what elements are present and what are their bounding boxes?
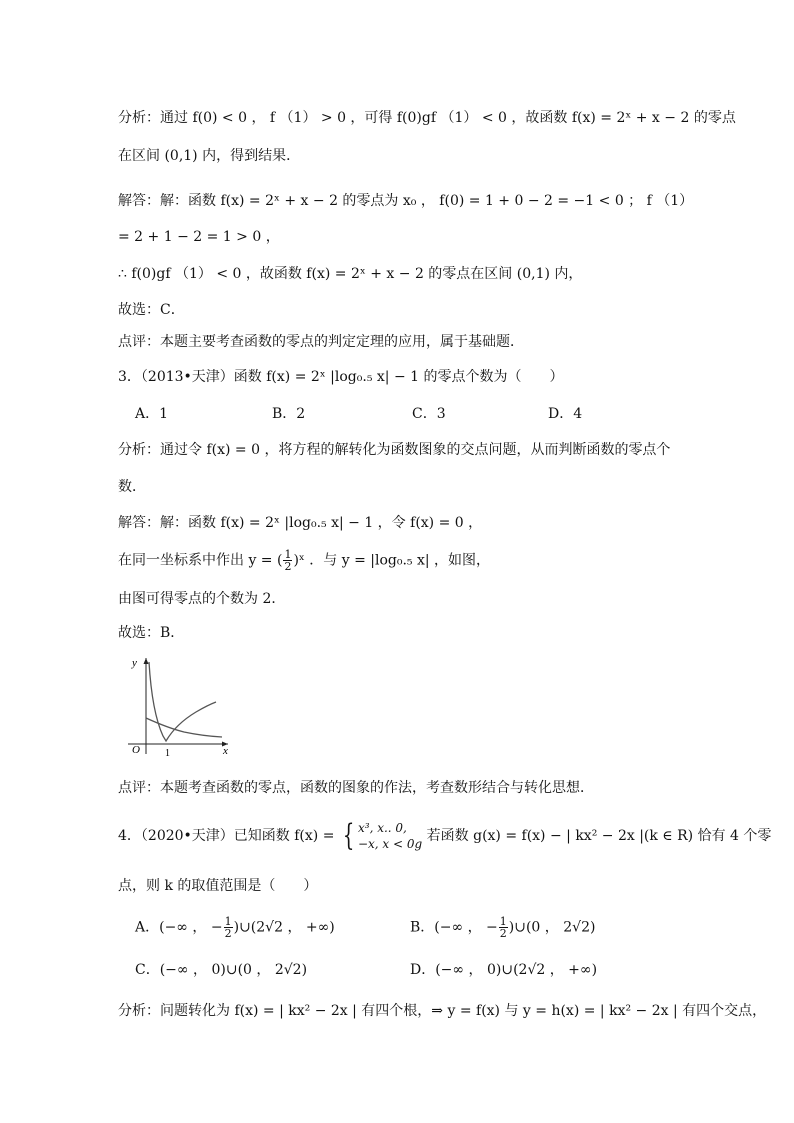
q3-comment-line: 点评：本题考查函数的零点，函数的图象的作法，考查数形结合与转化思想．: [118, 780, 594, 796]
y-axis-label: y: [132, 657, 137, 669]
q4-option-a: [135, 916, 335, 939]
q4-option-c: C．(−∞ ， 0)∪(0 ， 2√2): [135, 962, 308, 978]
choice-line: 故选：C．: [118, 302, 185, 318]
solution-line-3: ∴ f(0)gf （1） < 0 ，故函数 f(x) = 2ˣ + x − 2 的零点在区间 (0,1) 内，: [118, 266, 583, 282]
analysis-line-2: 在区间 (0,1) 内，得到结果．: [118, 148, 301, 164]
case-2: −x, x < 0g: [357, 837, 423, 851]
fraction-denominator: 2: [499, 927, 507, 940]
q4-stem-pre: 4．（2020•天津）已知函数 f(x) =: [118, 828, 335, 844]
q3-option-a: A．1: [135, 406, 169, 422]
analysis-line-1: 分析：通过 f(0) < 0 ， f （1） > 0 ，可得 f(0)gf （1） < 0 ，故函数 f(x) = 2ˣ + x − 2 的零点: [118, 110, 736, 126]
q4-option-b: [410, 916, 595, 939]
q3-solution-line-2-post: )ˣ ．与 y = |log₀.₅ x| ，如图，: [293, 552, 491, 569]
q4-option-d: D．(−∞ ， 0)∪(2√2 ， +∞): [410, 962, 598, 978]
y-axis-arrow-icon: [144, 658, 149, 664]
fraction-denominator: 2: [284, 560, 292, 573]
q3-solution-line-2: [118, 549, 490, 572]
function-graph: [118, 652, 238, 758]
q4-option-b-post: )∪(0 ， 2√2): [508, 919, 596, 936]
question-4-stem: [118, 818, 771, 854]
q3-solution-line-1: 解答：解：函数 f(x) = 2ˣ |log₀.₅ x| − 1 ，令 f(x) = 0 ，: [118, 515, 483, 531]
q3-option-b: B．2: [272, 406, 306, 422]
q4-option-a-post: )∪(2√2 ， +∞): [233, 919, 335, 936]
q3-analysis-line-1: 分析：通过令 f(x) = 0 ，将方程的解转化为函数图象的交点问题，从而判断函数的零点个: [118, 442, 671, 458]
q3-option-d: D．4: [548, 406, 583, 422]
piecewise-cases: [358, 820, 422, 852]
question-3-stem: 3．（2013•天津）函数 f(x) = 2ˣ |log₀.₅ x| − 1 的零点个数为（ ）: [118, 369, 564, 385]
q4-option-b-fraction: [499, 916, 508, 939]
tick-label-one: 1: [165, 748, 170, 758]
half-fraction: [283, 549, 292, 572]
log-abs-curve: [149, 662, 216, 741]
q4-option-a-fraction: [224, 916, 233, 939]
solution-line-2: = 2 + 1 − 2 = 1 > 0 ，: [118, 229, 280, 245]
comment-line: 点评：本题主要考查函数的零点的判定定理的应用，属于基础题．: [118, 334, 524, 350]
fraction-numerator: 1: [284, 548, 292, 561]
q4-option-a-pre: A．(−∞ ， −: [135, 919, 223, 936]
origin-label: O: [132, 744, 140, 756]
fraction-denominator: 2: [224, 927, 232, 940]
x-axis-label: x: [223, 745, 228, 757]
fraction-numerator: 1: [224, 915, 232, 928]
brace-glyph: {: [342, 818, 355, 853]
q3-option-c: C．3: [412, 406, 446, 422]
q4-option-b-pre: B．(−∞ ， −: [410, 919, 498, 936]
q4-stem-line-2: 点，则 k 的取值范围是（ ）: [118, 878, 318, 894]
q3-solution-line-2-pre: 在同一坐标系中作出 y = (: [118, 552, 283, 569]
fraction-numerator: 1: [499, 915, 507, 928]
q3-solution-line-3: 由图可得零点的个数为 2．: [118, 591, 286, 607]
case-1: x³, x.. 0,: [357, 821, 407, 835]
q3-analysis-line-2: 数．: [118, 479, 146, 495]
q4-stem-post: 若函数 g(x) = f(x) − | kx² − 2x |(k ∈ R) 恰有 4 个零: [426, 828, 772, 844]
q3-choice-line: 故选：B．: [118, 625, 185, 641]
q4-analysis-line: 分析：问题转化为 f(x) = | kx² − 2x | 有四个根，⇒ y = f(x) 与 y = h(x) = | kx² − 2x | 有四个交点，: [118, 1003, 767, 1019]
solution-line-1: 解答：解：函数 f(x) = 2ˣ + x − 2 的零点为 x₀ ， f(0) = 1 + 0 − 2 = −1 < 0 ； f （1）: [118, 193, 694, 209]
